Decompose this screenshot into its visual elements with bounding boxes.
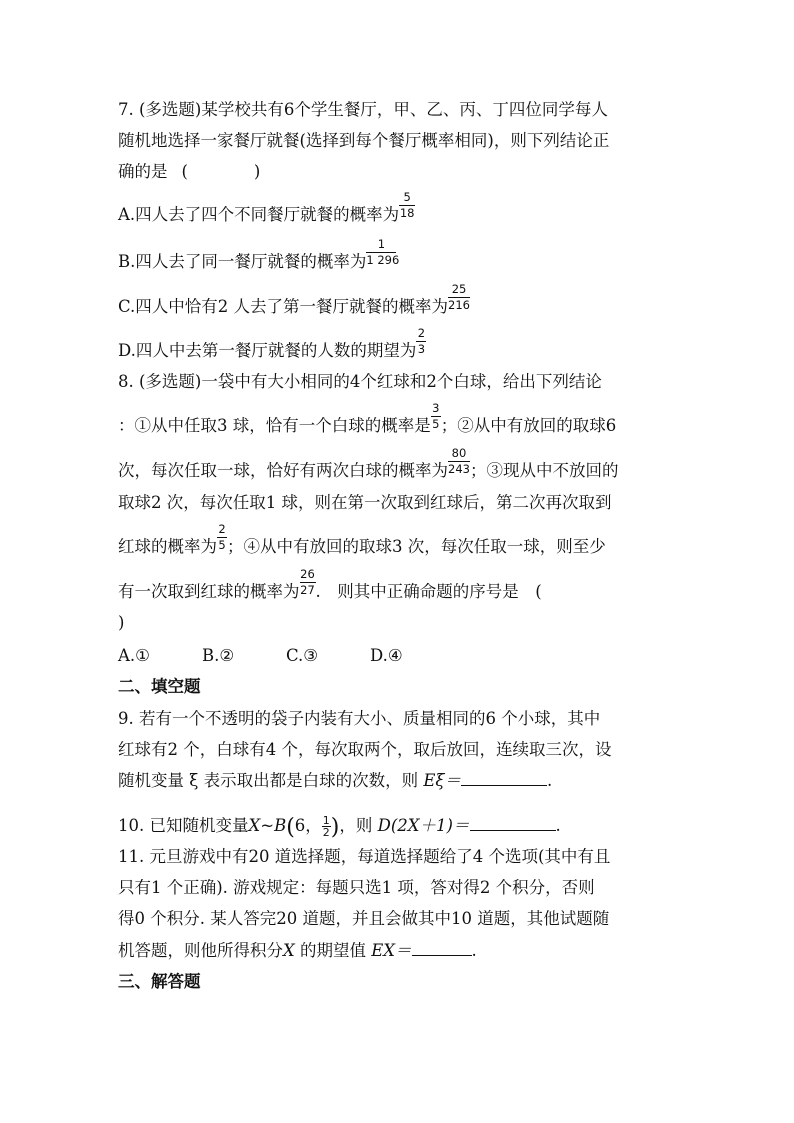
fraction: $\frac{5}{18}$ [399, 189, 415, 220]
fraction: $\frac{80}{243}$ [448, 445, 470, 476]
q8-options [118, 644, 688, 668]
q8-line-1: 8. (多选题)一袋中有大小相同的4个红球和2个白球，给出下列结论 [118, 372, 602, 391]
q8-line-7: ) [118, 613, 125, 632]
answer-blank[interactable] [470, 816, 556, 831]
q7-line-1: 7. (多选题)某学校共有6个学生餐厅，甲、乙、丙、丁四位同学每人 [118, 100, 608, 119]
q7-option-b [118, 236, 688, 275]
q7-line-3 [118, 160, 688, 184]
q11-line-2: 只有1 个正确). 游戏规定：每题只选1 项，答对得2 个积分，否则 [118, 878, 595, 897]
q8-line-3: 次，每次任取一球，恰好有两次白球的概率为 $\frac{80}{243}$ ；③现从中不放回的 [118, 459, 688, 484]
option-b-text: B.四人去了同一餐厅就餐的概率为 [118, 252, 367, 271]
q7-option-d [118, 325, 688, 364]
q11-line-1: 11. 元旦游戏中有20 道选择题，每道选择题给了4 个选项(其中有且 [118, 847, 611, 866]
section-heading-solution: 三、解答题 [118, 972, 201, 991]
q9-line-3: 随机变量 ξ 表示取出都是白球的次数，则 Eξ＝ . [118, 771, 553, 790]
q11-line-4: 机答题，则他所得积分X 的期望值 EX＝ . [118, 941, 477, 960]
q7-line-2: 随机地选择一家餐厅就餐(选择到每个餐厅概率相同)，则下列结论正 [118, 131, 610, 150]
section-heading-fill-blank: 二、填空题 [118, 677, 201, 696]
option-a-text: A.四人去了四个不同餐厅就餐的概率为 [118, 205, 400, 224]
q8-line-2: ：①从中任取3 球，恰有一个白球的概率是 $\frac{3}{5}$ ；②从中有放回的取球6 [118, 414, 688, 439]
q8-line-5: 红球的概率为 $\frac{2}{5}$ ；④从中有放回的取球3 次，每次任取一球，则至少 [118, 535, 688, 560]
fraction: $\frac{1}{1 296}$ [366, 236, 400, 267]
option-c: C.③ [286, 646, 319, 665]
fraction: $\frac{25}{216}$ [448, 281, 470, 312]
q8-line-4: 取球2 次，每次任取1 球，则在第一次取到红球后，第二次再次取到 [118, 493, 612, 512]
answer-blank[interactable] [461, 771, 547, 786]
fraction: $\frac{1}{2}$ [322, 814, 330, 839]
q7-option-a [118, 189, 688, 228]
option-a: A.① [118, 646, 150, 665]
q7-option-c [118, 281, 688, 320]
fraction: $\frac{2}{3}$ [417, 325, 426, 356]
q7-stem-end: 确的是 [118, 162, 168, 181]
q10-line: 10. 已知随机变量X~B(6， $\frac{1}{2}$)，则 D(2X＋1)＝ . [118, 814, 561, 840]
option-d-text: D.四人中去第一餐厅就餐的人数的期望为 [118, 341, 417, 360]
q11-line-3: 得0 个积分. 某人答完20 道题，并且会做其中10 道题，其他试题随 [118, 909, 610, 928]
answer-paren: ( ) [181, 162, 261, 181]
answer-blank[interactable] [412, 941, 472, 956]
fraction: $\frac{26}{27}$ [300, 566, 315, 597]
q8-line-6: 有一次取到红球的概率为 $\frac{26}{27}$ . 则其中正确命题的序号是 ( [118, 580, 688, 605]
fraction: $\frac{2}{5}$ [218, 521, 226, 552]
q9-line-2: 红球有2 个，白球有4 个，每次取两个，取后放回，连续取三次，设 [118, 740, 612, 759]
fraction: $\frac{3}{5}$ [432, 400, 440, 431]
option-c-text: C.四人中恰有2 人去了第一餐厅就餐的概率为 [118, 297, 449, 316]
option-d: D.④ [370, 646, 403, 665]
q9-line-1: 9. 若有一个不透明的袋子内装有大小、质量相同的6 个小球，其中 [118, 709, 601, 728]
option-b: B.② [202, 646, 235, 665]
